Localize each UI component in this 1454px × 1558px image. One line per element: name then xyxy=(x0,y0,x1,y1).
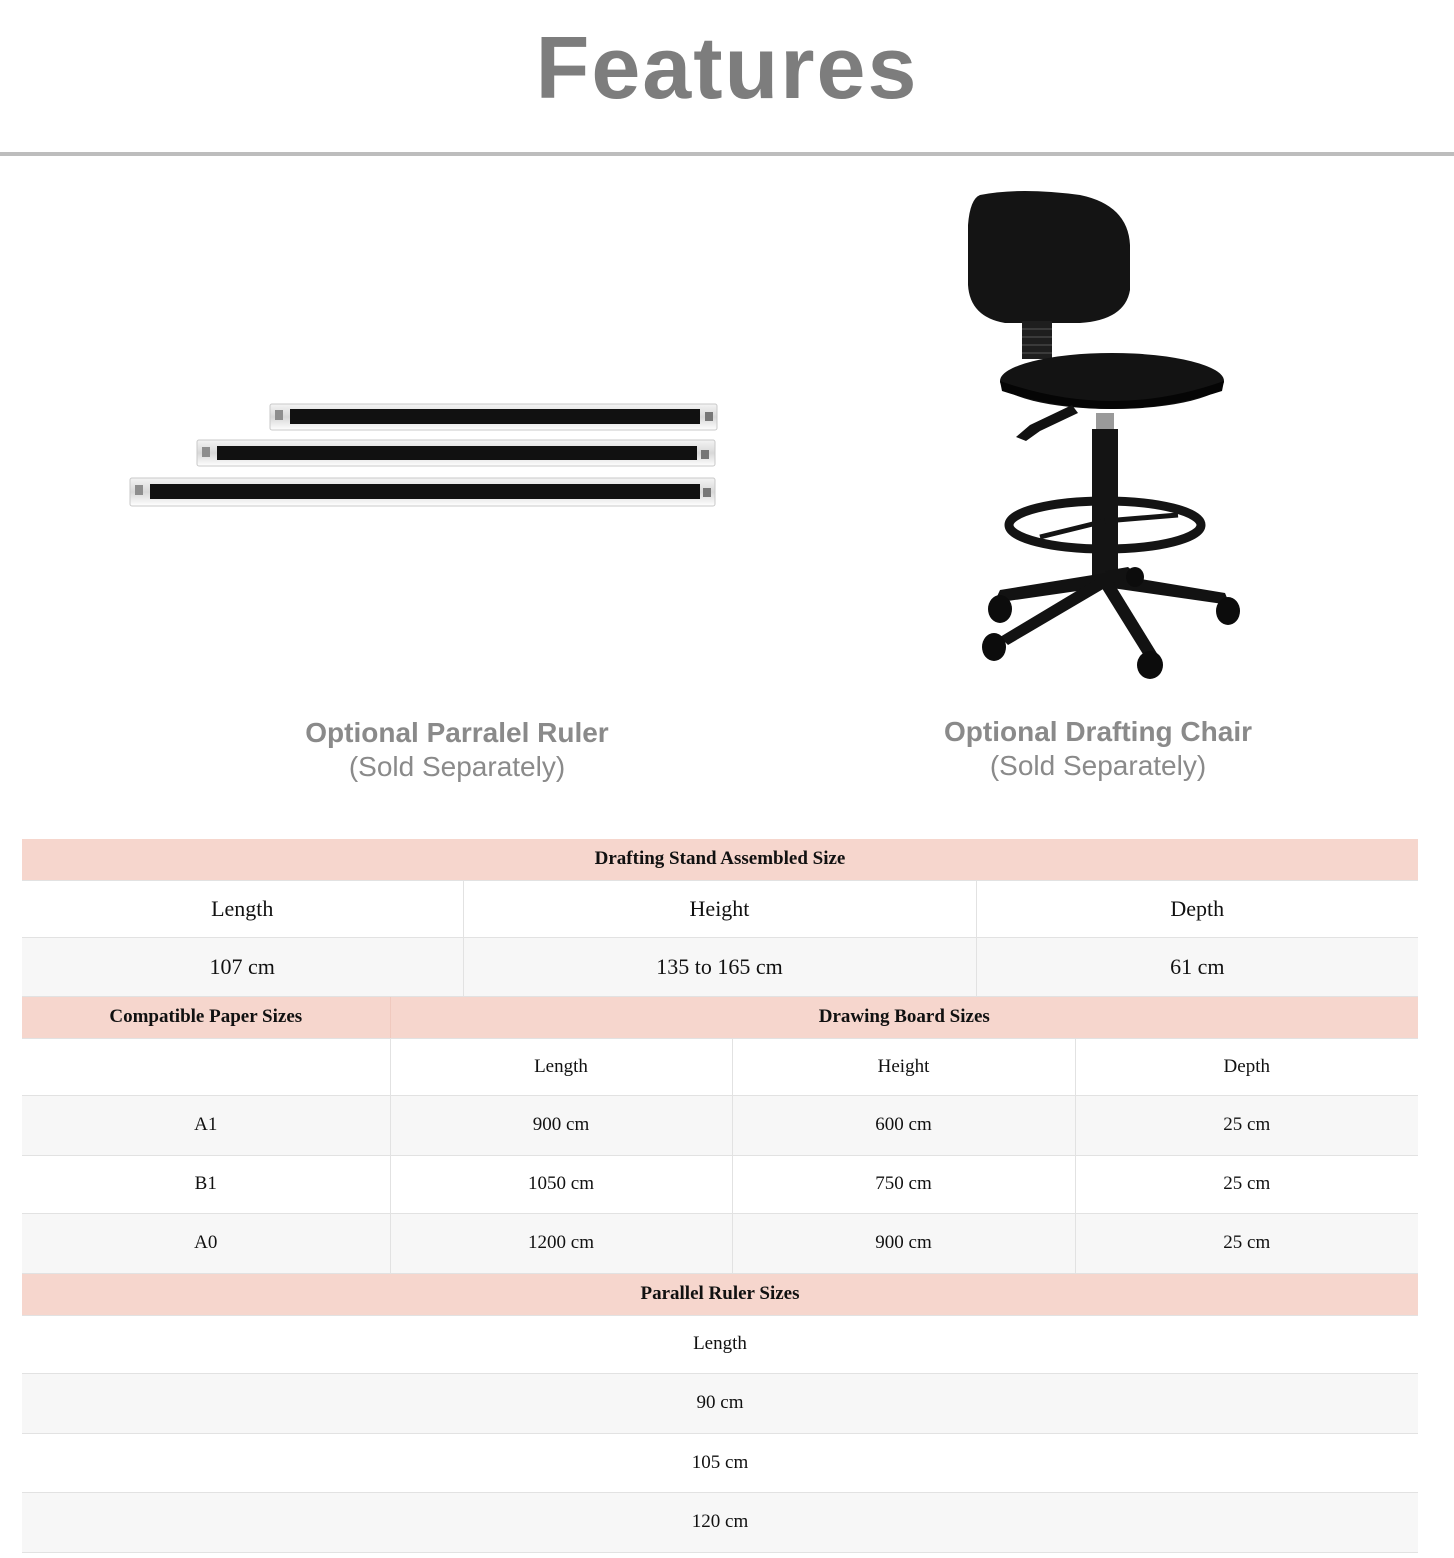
product-name: Optional Drafting Chair xyxy=(944,716,1252,747)
column-header: Depth xyxy=(1075,1038,1418,1095)
table-row xyxy=(22,1433,1418,1492)
column-header: Length xyxy=(22,1315,1418,1373)
table-cell: 25 cm xyxy=(1075,1095,1418,1155)
ruler-bar-medium xyxy=(197,440,715,466)
table-row xyxy=(22,1095,1418,1155)
drafting-chair-image xyxy=(960,185,1260,685)
table-cell: 600 cm xyxy=(732,1095,1075,1155)
table-cell: 90 cm xyxy=(22,1373,1418,1433)
table-cell: 120 cm xyxy=(22,1492,1418,1552)
parallel-ruler-image xyxy=(125,398,725,518)
product-note: (Sold Separately) xyxy=(348,751,566,782)
table-row xyxy=(22,1492,1418,1552)
table-cell: A1 xyxy=(22,1095,390,1155)
table-cell: B1 xyxy=(22,1155,390,1213)
table-cell: 61 cm xyxy=(976,937,1418,996)
table-cell: 750 cm xyxy=(732,1155,1075,1213)
table-cell: 107 cm xyxy=(22,937,463,996)
ruler-bar-short xyxy=(270,404,717,430)
table-cell: 900 cm xyxy=(732,1213,1075,1273)
ruler-size-table xyxy=(22,1274,1418,1553)
ruler-caption xyxy=(220,716,694,784)
column-header: Length xyxy=(390,1038,732,1095)
stand-size-header: Drafting Stand Assembled Size xyxy=(22,839,1418,880)
column-header xyxy=(22,1038,390,1095)
column-header: Height xyxy=(463,880,976,937)
column-header: Length xyxy=(22,880,463,937)
table-cell: 135 to 165 cm xyxy=(463,937,976,996)
table-cell: A0 xyxy=(22,1213,390,1273)
chair-caption xyxy=(860,715,1336,783)
table-row xyxy=(22,1213,1418,1273)
title-divider xyxy=(0,152,1454,156)
table-cell: 105 cm xyxy=(22,1433,1418,1492)
board-size-table xyxy=(22,997,1418,1274)
column-header: Depth xyxy=(976,880,1418,937)
column-header: Height xyxy=(732,1038,1075,1095)
page-title: Features xyxy=(535,18,919,117)
table-cell: 25 cm xyxy=(1075,1213,1418,1273)
ruler-bar-long xyxy=(130,478,715,506)
paper-size-header: Compatible Paper Sizes xyxy=(22,997,390,1038)
table-cell: 900 cm xyxy=(390,1095,732,1155)
product-note: (Sold Separately) xyxy=(989,750,1207,781)
table-cell: 1200 cm xyxy=(390,1213,732,1273)
table-row xyxy=(22,1373,1418,1433)
table-cell: 1050 cm xyxy=(390,1155,732,1213)
table-row xyxy=(22,1155,1418,1213)
board-size-header: Drawing Board Sizes xyxy=(390,997,1418,1038)
product-name: Optional Parralel Ruler xyxy=(305,717,609,748)
table-cell: 25 cm xyxy=(1075,1155,1418,1213)
stand-size-table xyxy=(22,839,1418,997)
ruler-size-header: Parallel Ruler Sizes xyxy=(22,1274,1418,1315)
